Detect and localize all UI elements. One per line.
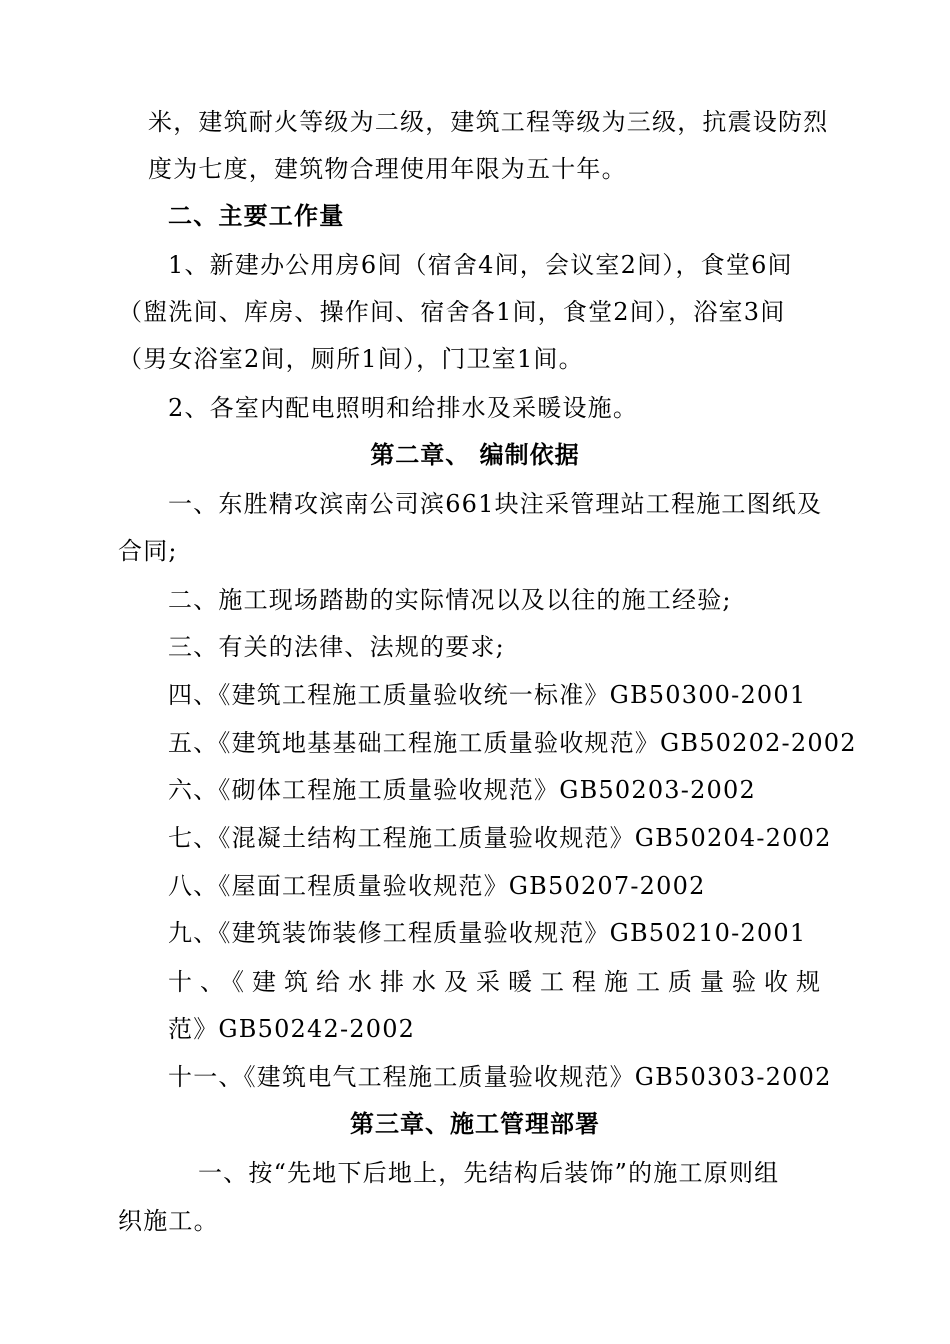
paragraph-line: 度为七度，建筑物合理使用年限为五十年。: [148, 155, 627, 183]
basis-item: 六、《砌体工程施工质量验收规范》GB50203-2002: [168, 776, 756, 804]
basis-item-continuation: 范》GB50242-2002: [168, 1015, 416, 1043]
paragraph-line: 织施工。: [118, 1207, 219, 1235]
paragraph-line: 一、按“先地下后地上，先结构后装饰”的施工原则组: [198, 1159, 780, 1187]
basis-item: 四、《建筑工程施工质量验收统一标准》GB50300-2001: [168, 681, 807, 709]
section-heading: 二、主要工作量: [168, 202, 345, 230]
paragraph-line: 1、新建办公用房6间（宿舍4间，会议室2间），食堂6间: [168, 251, 793, 279]
basis-item: 五、《建筑地基基础工程施工质量验收规范》GB50202-2002: [168, 729, 857, 757]
chapter-title: 第三章、施工管理部署: [350, 1110, 600, 1138]
basis-item: 十、《建筑给水排水及采暖工程施工质量验收规: [168, 968, 828, 996]
basis-item: 二、施工现场踏勘的实际情况以及以往的施工经验;: [168, 586, 732, 614]
basis-item: 一、东胜精攻滨南公司滨661块注采管理站工程施工图纸及: [168, 490, 823, 518]
basis-item: 九、《建筑装饰装修工程质量验收规范》GB50210-2001: [168, 919, 807, 947]
paragraph-line: 米，建筑耐火等级为二级，建筑工程等级为三级，抗震设防烈: [148, 108, 829, 136]
basis-item-continuation: 合同;: [118, 537, 178, 565]
paragraph-line: 2、各室内配电照明和给排水及采暖设施。: [168, 394, 639, 422]
basis-item: 七、《混凝土结构工程施工质量验收规范》GB50204-2002: [168, 824, 832, 852]
basis-item: 十一、《建筑电气工程施工质量验收规范》GB50303-2002: [168, 1063, 832, 1091]
basis-item: 八、《屋面工程质量验收规范》GB50207-2002: [168, 872, 706, 900]
paragraph-line: （男女浴室2间，厕所1间），门卫室1间。: [118, 345, 584, 373]
paragraph-line: （盥洗间、库房、操作间、宿舍各1间，食堂2间），浴室3间: [118, 298, 786, 326]
chapter-title: 第二章、 编制依据: [370, 441, 580, 469]
basis-item: 三、有关的法律、法规的要求;: [168, 633, 505, 661]
